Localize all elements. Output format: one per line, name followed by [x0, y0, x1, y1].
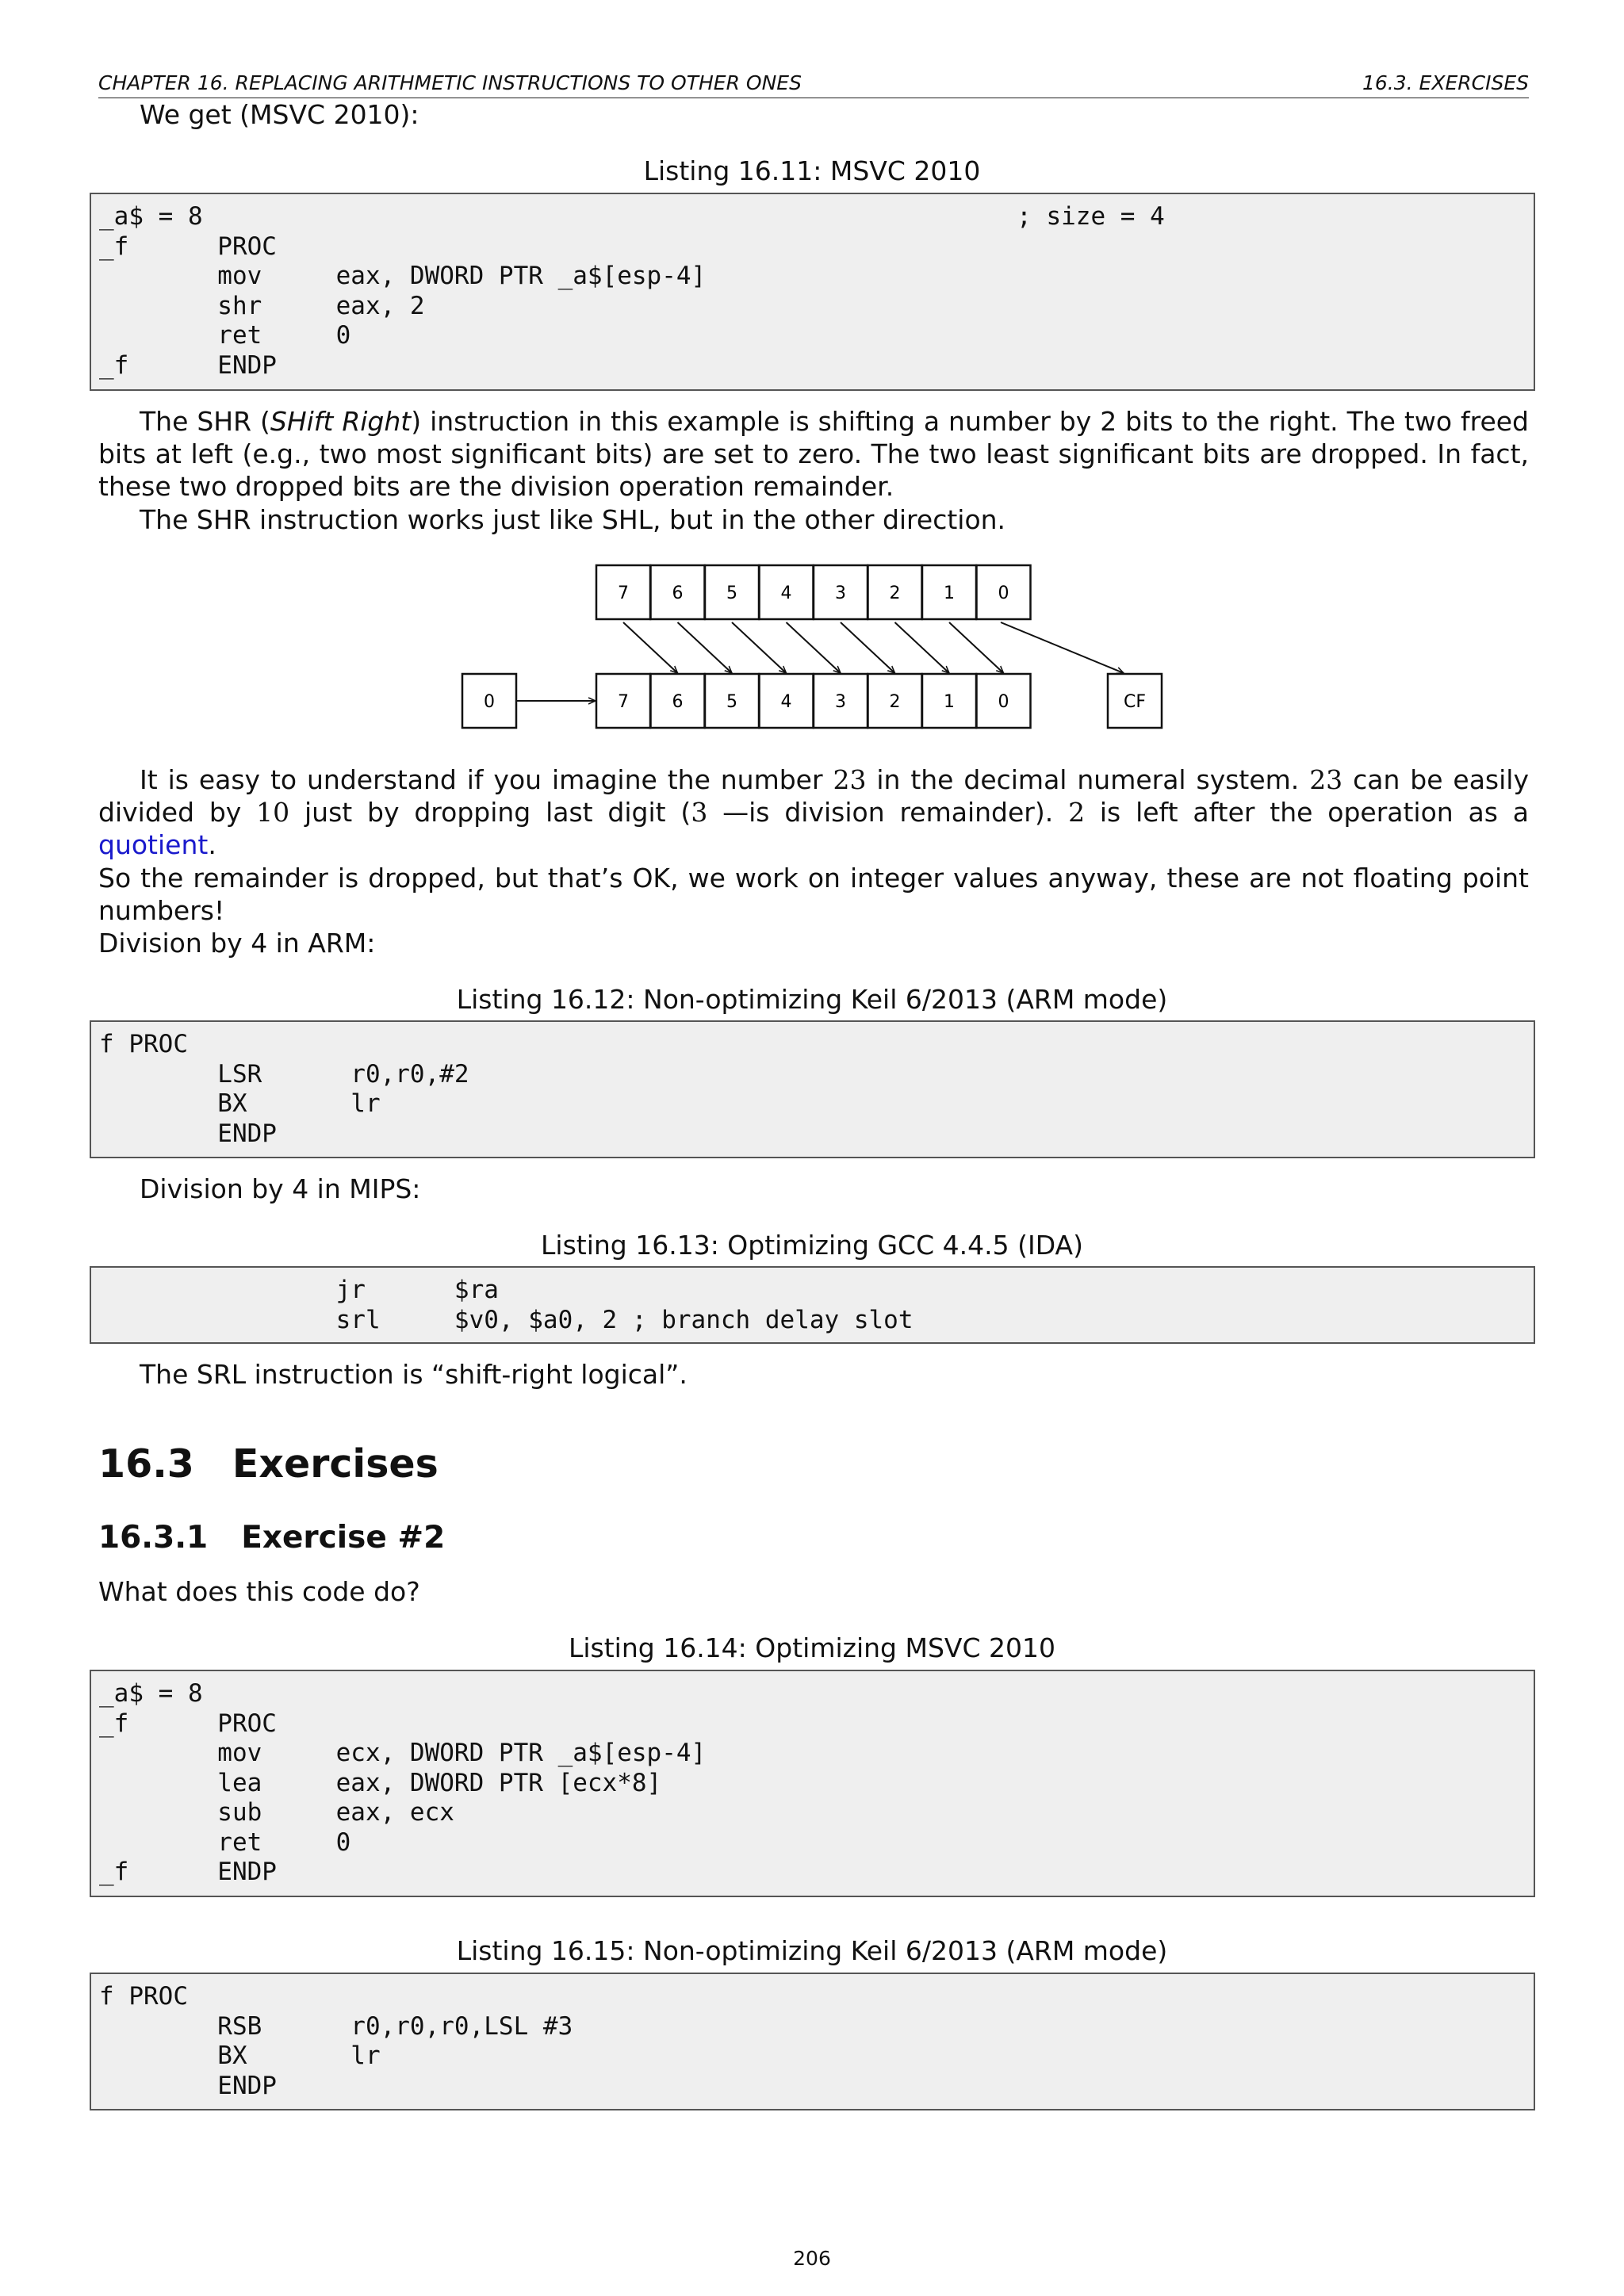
source-register-bits: [596, 565, 1031, 619]
source-bit-label-1: 1: [944, 584, 955, 603]
remainder-paragraph: So the remainder is dropped, but that’s OK, we work on integer values anyway, these are not floating point numbers!: [98, 863, 1529, 926]
result-register-bits: [596, 674, 1031, 728]
source-bit-label-0: 0: [998, 584, 1009, 603]
carry-flag-label: CF: [1123, 692, 1147, 712]
decimal-analogy-paragraph: It is easy to understand if you imagine the number 23 in the decimal numeral system. 23 can be easily divided by 10 just by dropping last digit (3 —is division remainder). 2 is left after the operation as a quotient.: [98, 764, 1529, 860]
intro-paragraph: We get (MSVC 2010):: [140, 99, 419, 130]
result-bit-label-3: 3: [835, 692, 846, 712]
carry-flag-box: [1108, 674, 1162, 728]
listing-16-13-code: jr $ra srl $v0, $a0, 2 ; branch delay slot: [90, 1266, 1535, 1344]
listing-16-15-caption: Listing 16.15: Non-optimizing Keil 6/2013 (ARM mode): [456, 1935, 1168, 1966]
result-bit-label-6: 6: [672, 692, 684, 712]
result-bit-label-1: 1: [944, 692, 955, 712]
shr-shl-paragraph: The SHR instruction works just like SHL, but in the other direction.: [140, 504, 1006, 535]
shr-paragraph: The SHR (SHift Right) instruction in this example is shifting a number by 2 bits to the right. The two freed bits at left (e.g., two most significant bits) are set to zero. The two least significant bits are dropped. In fact, these two dropped bits are the division operation remainder.: [98, 406, 1530, 502]
listing-16-14-caption: Listing 16.14: Optimizing MSVC 2010: [569, 1632, 1055, 1663]
result-bit-label-4: 4: [780, 692, 792, 712]
shift-arrow-5: [895, 622, 950, 673]
source-bit-label-3: 3: [835, 584, 846, 603]
shift-right-diagram: [0, 555, 1624, 737]
listing-16-11-caption: Listing 16.11: MSVC 2010: [643, 155, 981, 186]
listing-16-15-code: f PROC RSB r0,r0,r0,LSL #3 BX lr ENDP: [90, 1973, 1535, 2110]
listing-16-13-caption: Listing 16.13: Optimizing GCC 4.4.5 (IDA): [541, 1230, 1083, 1261]
shift-arrow-6: [949, 622, 1004, 673]
result-bit-label-5: 5: [726, 692, 737, 712]
listing-16-12-caption: Listing 16.12: Non-optimizing Keil 6/2013 (ARM mode): [456, 984, 1168, 1015]
shift-arrow-3: [787, 622, 841, 673]
srl-paragraph: The SRL instruction is “shift-right logical”.: [140, 1359, 688, 1390]
listing-16-14-code: _a$ = 8 _f PROC mov ecx, DWORD PTR _a$[esp-4] lea eax, DWORD PTR [ecx*8] sub eax, ecx ret 0 _f ENDP: [90, 1670, 1535, 1897]
source-bit-label-7: 7: [618, 584, 629, 603]
shift-arrow-4: [841, 622, 895, 673]
shift-arrow-0: [623, 622, 678, 673]
shift-arrow-1: [678, 622, 733, 673]
zero-input-box: [462, 674, 516, 728]
source-bit-label-6: 6: [672, 584, 684, 603]
carry-out-arrow: [1001, 622, 1124, 673]
running-header-chapter: CHAPTER 16. REPLACING ARITHMETIC INSTRUCTIONS TO OTHER ONES: [98, 71, 802, 94]
page-number: 206: [793, 2247, 831, 2270]
source-bit-label-4: 4: [780, 584, 792, 603]
arm-intro-paragraph: Division by 4 in ARM:: [98, 928, 376, 959]
listing-16-12-code: f PROC LSR r0,r0,#2 BX lr ENDP: [90, 1020, 1535, 1158]
zero-input-label: 0: [484, 692, 495, 712]
shift-arrow-2: [732, 622, 787, 673]
shift-arrows: [623, 622, 1004, 673]
quotient-link[interactable]: quotient: [98, 829, 209, 860]
source-bit-label-2: 2: [889, 584, 901, 603]
result-bit-label-7: 7: [618, 692, 629, 712]
result-bit-label-2: 2: [889, 692, 901, 712]
mips-intro-paragraph: Division by 4 in MIPS:: [140, 1173, 421, 1204]
source-bit-label-5: 5: [726, 584, 737, 603]
listing-16-11-code: _a$ = 8 ; size = 4 _f PROC mov eax, DWORD PTR _a$[esp-4] shr eax, 2 ret 0 _f ENDP: [90, 193, 1535, 391]
shift-right-emphasis: SHift Right: [270, 406, 412, 437]
subsection-heading: 16.3.1 Exercise #2: [98, 1520, 446, 1556]
running-header-section: 16.3. EXERCISES: [1362, 71, 1529, 94]
section-heading: 16.3 Exercises: [98, 1441, 439, 1487]
question-paragraph: What does this code do?: [98, 1576, 420, 1607]
result-bit-label-0: 0: [998, 692, 1009, 712]
